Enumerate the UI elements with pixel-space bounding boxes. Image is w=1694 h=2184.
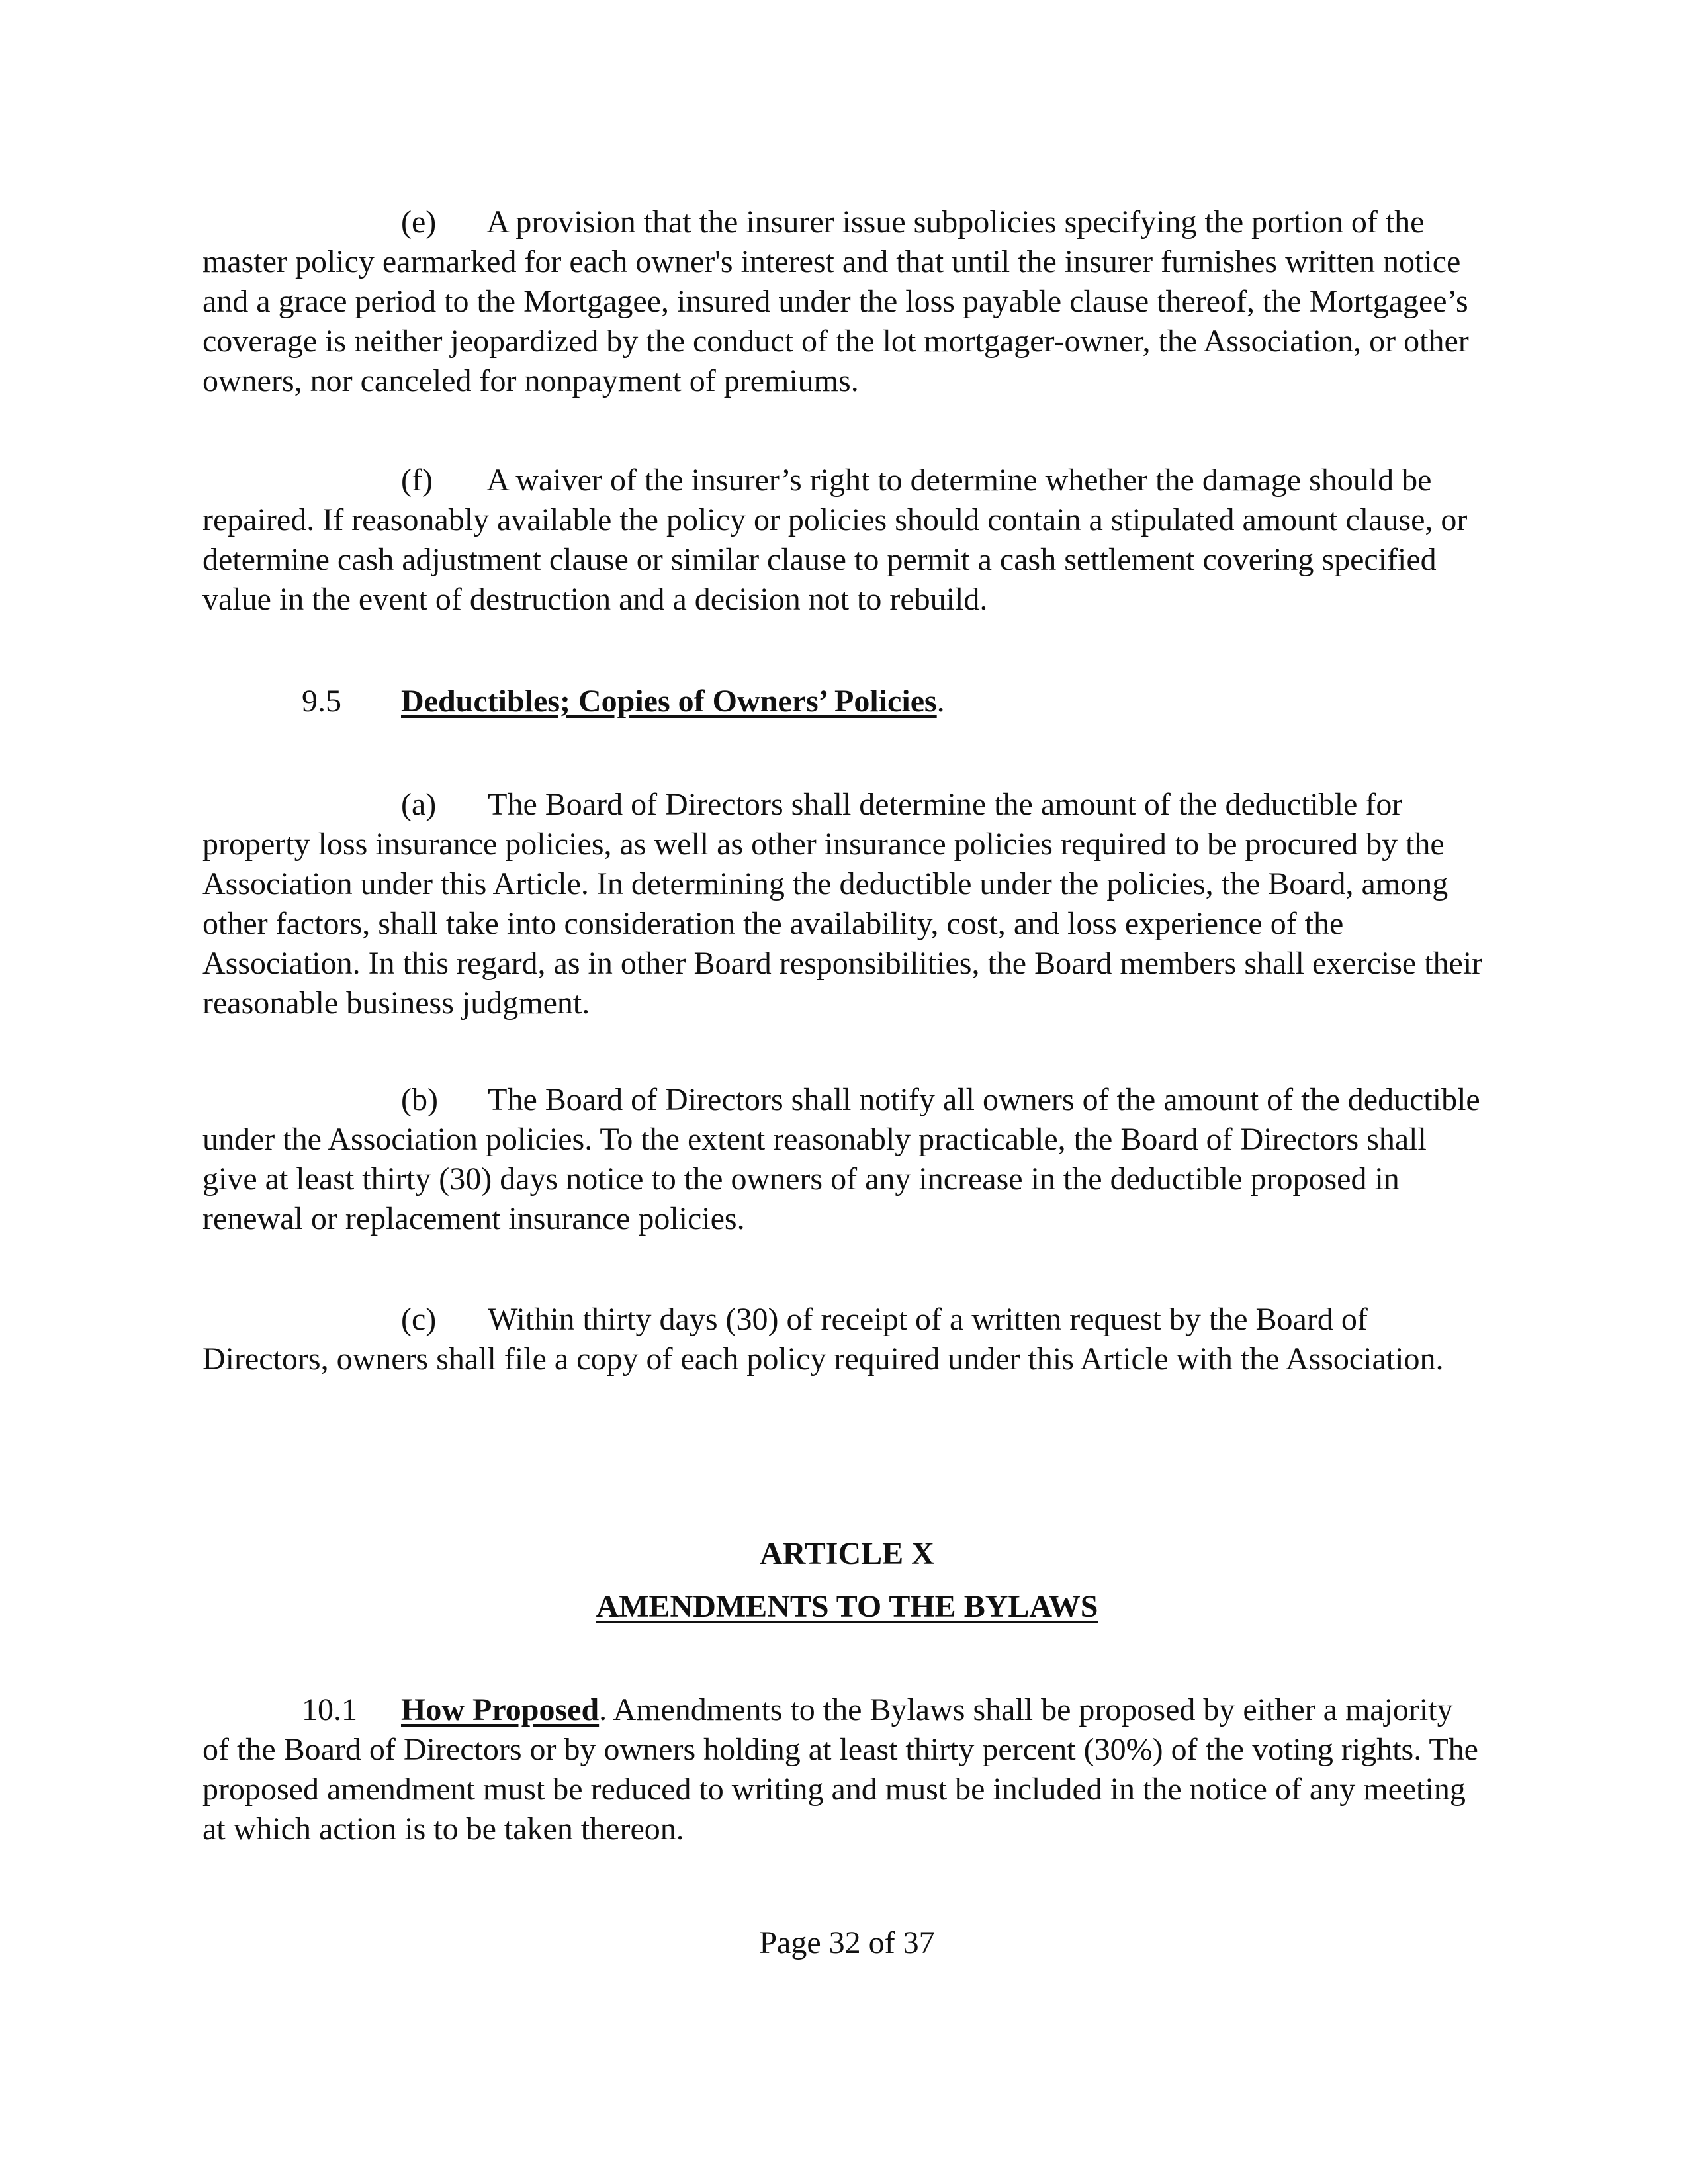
paragraph-a-label: (a) [401, 787, 437, 822]
paragraph-a [202, 785, 1486, 1023]
section-10-1-number: 10.1 [302, 1692, 357, 1727]
paragraph-e-text: A provision that the insurer issue subpolicies specifying the portion of the master policy earmarked for each owner's interest and that until the insurer furnishes written notice and a grace period to the Mortgagee, insured under the loss payable clause thereof, the Mortgagee’s coverage is neither jeopardized by the conduct of the lot mortgager-owner, the Association, or other owners, nor canceled for nonpayment of premiums. [202, 205, 1469, 398]
paragraph-c [202, 1300, 1486, 1379]
paragraph-e-label: (e) [401, 205, 437, 240]
paragraph-b-label: (b) [401, 1082, 438, 1117]
paragraph-c-label: (c) [401, 1302, 437, 1337]
section-10-1-paragraph [202, 1690, 1486, 1849]
section-10-1-title: How Proposed [401, 1692, 600, 1727]
paragraph-b [202, 1080, 1486, 1239]
paragraph-e [202, 203, 1486, 401]
paragraph-b-text: The Board of Directors shall notify all owners of the amount of the deductible under the Association policies. To the extent reasonably practicable, the Board of Directors shall give at least thirty (30) days notice to the owners of any increase in the deductible proposed in renewal or replacement insurance policies. [202, 1082, 1480, 1236]
paragraph-f-text: A waiver of the insurer’s right to determine whether the damage should be repaired. If reasonably available the policy or policies should contain a stipulated amount clause, or determine cash adjustment clause or similar clause to permit a cash settlement covering specified value in the event of destruction and a decision not to rebuild. [202, 463, 1468, 617]
paragraph-a-text: The Board of Directors shall determine the amount of the deductible for property loss insurance policies, as well as other insurance policies required to be procured by the Association under this Article. In determining the deductible under the policies, the Board, among other factors, shall take into consideration the availability, cost, and loss experience of the Association. In this regard, as in other Board responsibilities, the Board members shall exercise their reasonable business judgment. [202, 787, 1483, 1021]
section-10-1-title-suffix: . [599, 1692, 607, 1727]
section-9-5-title-suffix: . [936, 684, 945, 719]
paragraph-c-text: Within thirty days (30) of receipt of a written request by the Board of Directors, owners shall file a copy of each policy required under this Article with the Association. [202, 1302, 1444, 1377]
section-10-1-text: Amendments to the Bylaws shall be proposed by either a majority of the Board of Directors or by owners holding at least thirty percent (30%) of the voting rights. The proposed amendment must be reduced to writing and must be included in the notice of any meeting at which action is to be taken thereon. [202, 1692, 1478, 1846]
article-subheading-text: AMENDMENTS TO THE BYLAWS [596, 1589, 1098, 1624]
article-subheading [0, 1587, 1694, 1627]
article-heading: ARTICLE X [760, 1536, 934, 1571]
section-9-5-heading [302, 682, 945, 721]
paragraph-f-label: (f) [401, 463, 433, 498]
section-9-5-number: 9.5 [302, 684, 341, 719]
page-number: Page 32 of 37 [759, 1925, 935, 1960]
paragraph-f [202, 461, 1486, 619]
section-9-5-title: Deductibles; Copies of Owners’ Policies [401, 684, 937, 719]
